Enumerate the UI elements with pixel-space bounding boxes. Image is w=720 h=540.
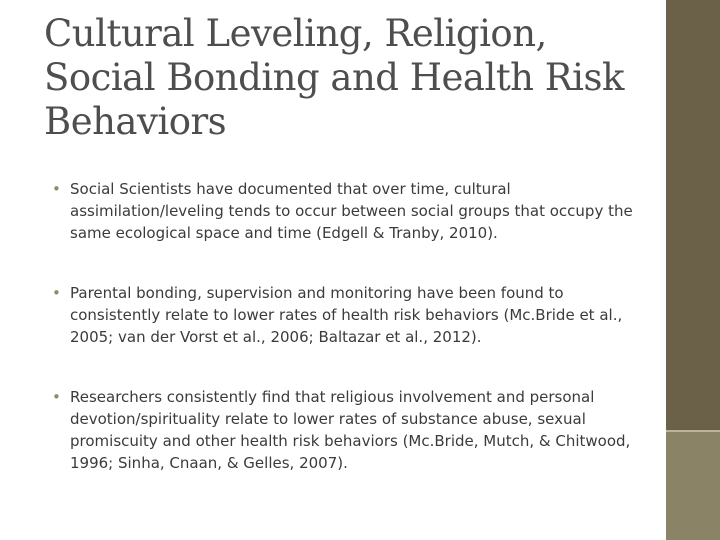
bullet-text: Parental bonding, supervision and monitoring have been found to consistently relate to lower rates of health risk behaviors (Mc.Bride et al., 2005; van der Vorst et al., 2006; Baltazar et al., 2012). xyxy=(70,284,623,346)
bullet-text: Social Scientists have documented that over time, cultural assimilation/leveling tends to occur between social groups that occupy the same ecological space and time (Edgell & Tranby, 2010). xyxy=(70,180,633,242)
bullet-item xyxy=(52,178,650,244)
bullet-dot-icon: • xyxy=(52,388,61,406)
bullet-dot-icon: • xyxy=(52,180,61,198)
slide-title: Cultural Leveling, Religion, Social Bonding and Health Risk Behaviors xyxy=(44,12,624,143)
bullet-item xyxy=(52,386,650,474)
bullet-dot-icon: • xyxy=(52,284,61,302)
bullet-list xyxy=(52,178,650,474)
bullet-text: Researchers consistently find that religious involvement and personal devotion/spirituality relate to lower rates of substance abuse, sexual promiscuity and other health risk behaviors (Mc.Bride, Mutch, & Chitwood, 1996; Sinha, Cnaan, & Gelles, 2007). xyxy=(70,388,631,472)
bullet-item xyxy=(52,282,650,348)
side-decor-accent-block xyxy=(666,432,720,540)
